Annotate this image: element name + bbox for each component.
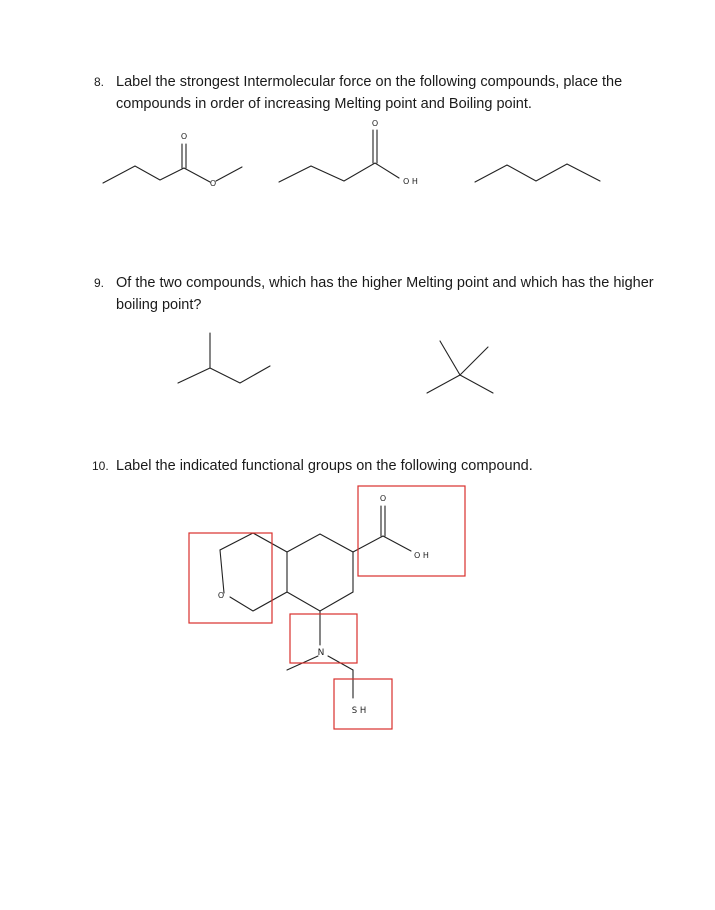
acid-carbonyl-oxygen-label: O (371, 119, 379, 128)
pentane-molecule (475, 164, 600, 182)
question-9-text: Of the two compounds, which has the higher Melting point and which has the higher boiling point? (116, 275, 654, 313)
ester-carbonyl-oxygen-label: O (180, 132, 188, 141)
amine-nitrogen-label: N (317, 648, 325, 658)
question-8-text: Label the strongest Intermolecular force on the following compounds, place the compounds in order of increasing Melting point and Boiling point. (116, 74, 623, 112)
question-8-number: 8. (94, 75, 105, 89)
neopentane-molecule (427, 341, 493, 393)
ether-highlight-box (189, 533, 272, 623)
carboxylic-acid-highlight-box (358, 486, 465, 576)
ester-molecule (103, 144, 242, 183)
thiol-highlight-box (334, 679, 392, 729)
ester-ether-oxygen-label: O (209, 179, 217, 188)
question-10-text: Label the indicated functional groups on the following compound. (116, 458, 533, 474)
acid-hydroxyl-label: O H (403, 177, 418, 186)
thiol-label: S H (351, 706, 367, 716)
question-10-number: 10. (92, 459, 109, 473)
isopentane-molecule (178, 333, 270, 383)
carboxyl-hydroxyl-label: O H (414, 551, 429, 560)
ether-oxygen-label: O (217, 591, 225, 600)
complex-molecule (217, 506, 411, 698)
carboxylic-acid-molecule (279, 130, 399, 182)
question-9-number: 9. (94, 276, 105, 290)
carboxyl-oxygen-label: O (379, 494, 387, 503)
